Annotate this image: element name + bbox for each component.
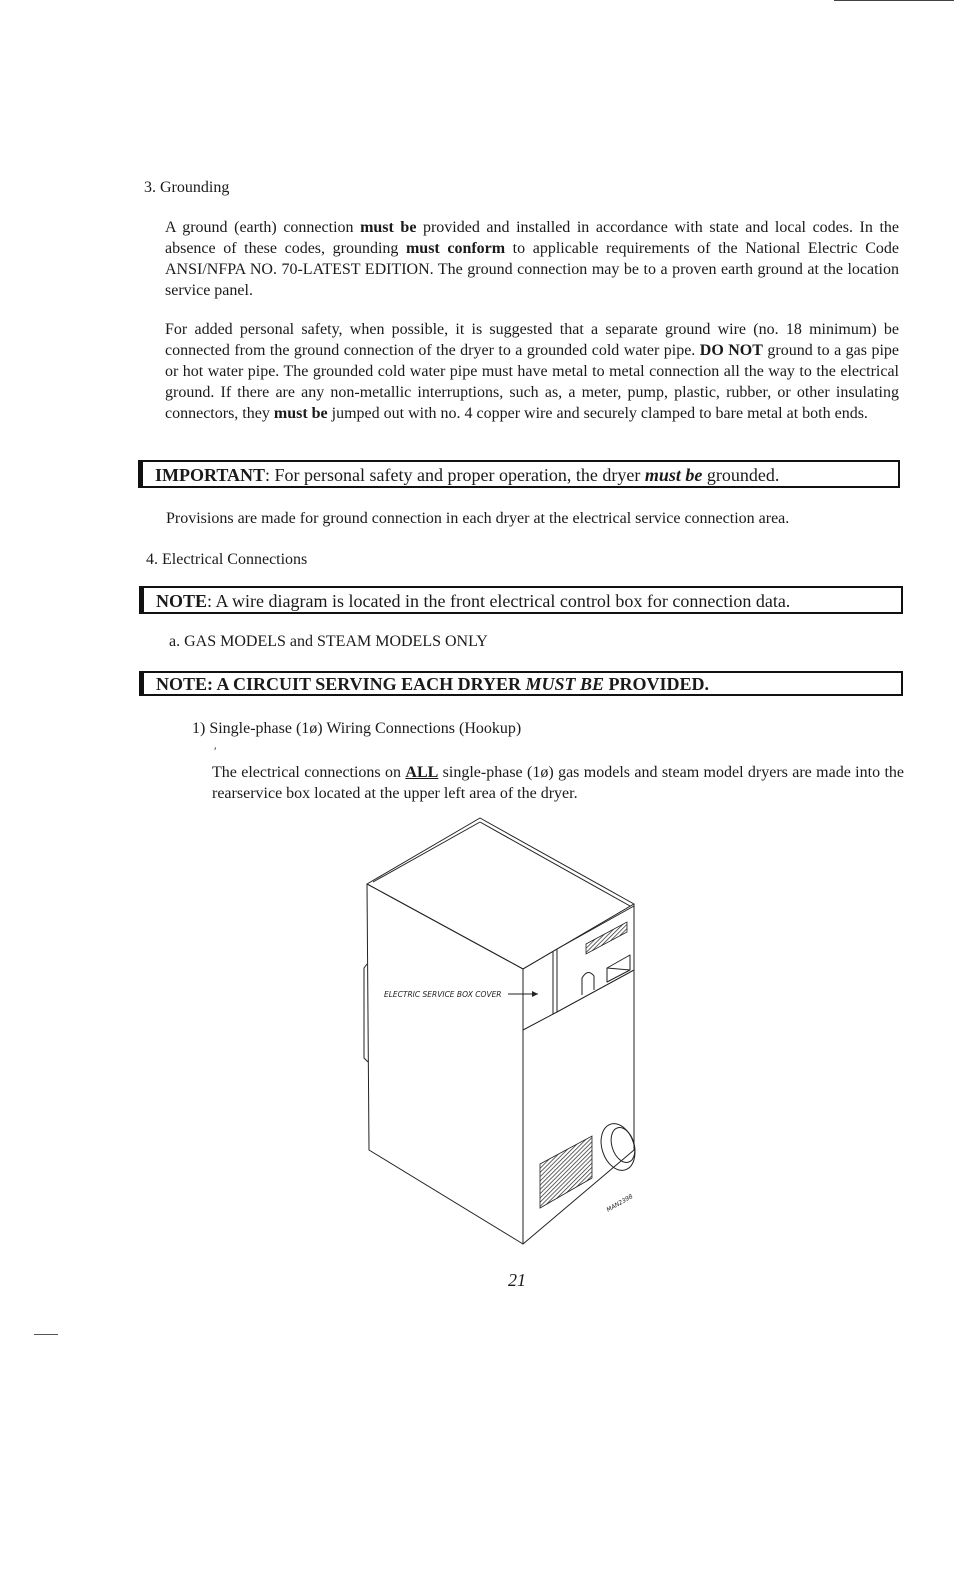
provisions-text: Provisions are made for ground connection in each dryer at the electrical service connection area.: [166, 510, 790, 527]
dryer-cabinet-outline: [364, 818, 641, 1244]
grounding-paragraph-1: A ground (earth) connection must be provided and installed in accordance with state and local codes. In the absence of these codes, grounding must conform to applicable requirements of the National Electric Code ANSI/NFPA NO. 70-LATEST EDITION. The ground connection may be to a proven earth ground at the location service panel.: [165, 219, 899, 299]
subsection-gas-steam: a. GAS MODELS and STEAM MODELS ONLY: [169, 633, 488, 650]
figure-code: MAN2398: [605, 1193, 635, 1214]
note-wire-diagram-box: NOTE: A wire diagram is located in the front electrical control box for connection data.: [139, 586, 903, 614]
scan-edge-rule: [834, 0, 954, 1]
section-heading-electrical: 4. Electrical Connections: [146, 551, 308, 568]
grounding-paragraph-2: For added personal safety, when possible, it is suggested that a separate ground wire (no. 18 minimum) be connected from the ground connection of the dryer to a grounded cold water pipe. DO NOT ground to a gas pipe or hot water pipe. The grounded cold water pipe must have metal to metal connection all the way to the electrical ground. If there are any non-metallic interruptions, such as, a meter, pump, plastic, rubber, or other insulating connectors, they must be jumped out with no. 4 copper wire and securely clamped to bare metal at both ends.: [165, 321, 900, 422]
single-phase-description: The electrical connections on ALL single-phase (1ø) gas models and steam model dryers are made into the rearservice box located at the upper left area of the dryer.: [212, 764, 904, 802]
callout-label: ELECTRIC SERVICE BOX COVER: [384, 990, 502, 999]
page-number: 21: [508, 1270, 526, 1290]
item-single-phase-heading: 1) Single-phase (1ø) Wiring Connections (Hookup): [192, 720, 522, 737]
important-box: IMPORTANT: For personal safety and proper operation, the dryer must be grounded.: [138, 460, 900, 488]
section-heading-grounding: 3. Grounding: [144, 179, 230, 196]
dryer-illustration: [340, 812, 650, 1252]
stray-tick-mark: ′: [214, 744, 217, 758]
note-circuit-box: NOTE: A CIRCUIT SERVING EACH DRYER MUST BE PROVIDED.: [139, 671, 903, 696]
margin-mark: [34, 1334, 58, 1335]
